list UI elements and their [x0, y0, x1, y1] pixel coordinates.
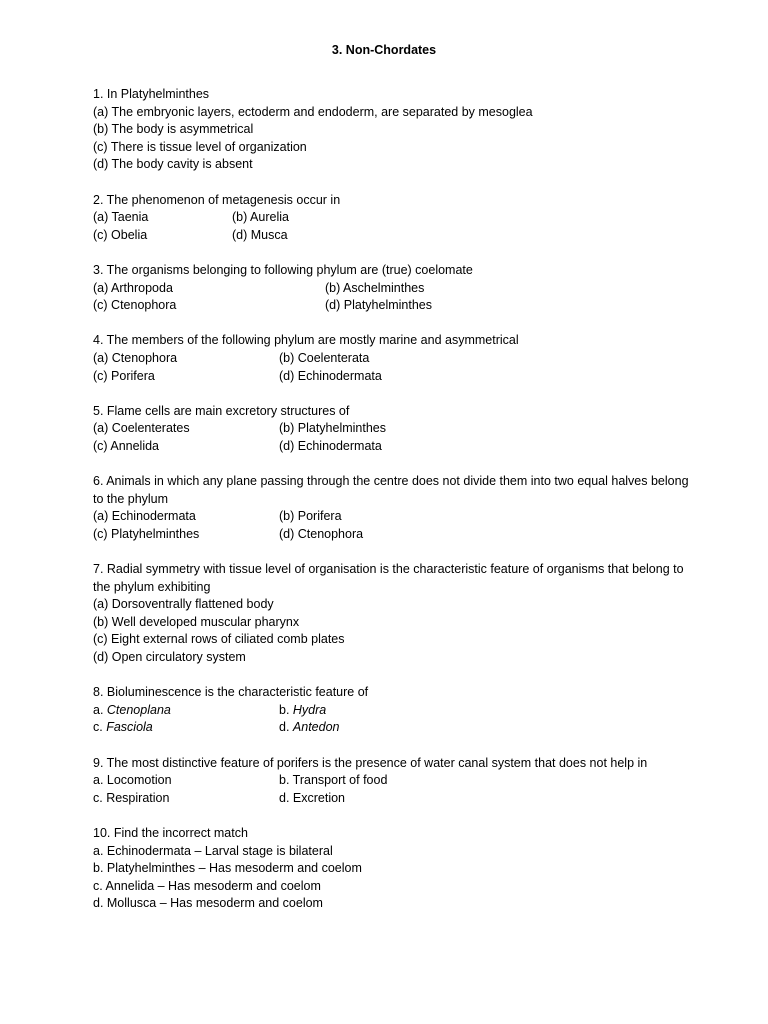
question-10: [93, 825, 693, 913]
question-5-option-c: (c) Annelida: [93, 438, 160, 453]
question-4-stem: 4. The members of the following phylum are mostly marine and asymmetrical: [93, 333, 519, 348]
question-4-option-c: (c) Porifera: [93, 368, 155, 383]
organism-name: Antedon: [292, 720, 340, 735]
question-8-option-a: [93, 702, 279, 720]
option-row: [93, 438, 693, 456]
option-prefix: b.: [279, 702, 293, 717]
option-prefix: a.: [93, 702, 107, 717]
question-3-option-d: (d) Platyhelminthes: [325, 298, 432, 313]
question-8-option-d: [279, 719, 339, 737]
option-row: [93, 227, 693, 245]
question-7-option-b: (b) Well developed muscular pharynx: [93, 614, 300, 629]
option-row: [93, 526, 693, 544]
question-6-option-a: (a) Echinodermata: [93, 509, 196, 524]
option-row: [93, 790, 693, 808]
question-10-option-c: c. Annelida – Has mesoderm and coelom: [93, 878, 321, 893]
option-row: [93, 280, 693, 298]
question-6-stem: 6. Animals in which any plane passing through the centre does not divide them into two equal halves belong to the phylum: [93, 474, 689, 506]
question-1: [93, 86, 693, 174]
question-8-stem: 8. Bioluminescence is the characteristic feature of: [93, 685, 369, 700]
question-6: [93, 473, 693, 543]
question-2-stem: 2. The phenomenon of metagenesis occur in: [93, 192, 341, 207]
question-2: [93, 192, 693, 245]
option-row: [93, 772, 693, 790]
question-10-stem: 10. Find the incorrect match: [93, 825, 248, 840]
question-7-option-c: (c) Eight external rows of ciliated comb plates: [93, 632, 345, 647]
question-8-option-c: [93, 719, 279, 737]
question-list: [93, 86, 693, 931]
option-prefix: c.: [93, 720, 107, 735]
option-row: [93, 350, 693, 368]
option-row: [93, 209, 693, 227]
question-2-option-c: (c) Obelia: [93, 227, 148, 242]
question-9-stem: 9. The most distinctive feature of porifers is the presence of water canal system that does not help in: [93, 755, 648, 770]
question-1-option-c: (c) There is tissue level of organization: [93, 139, 307, 154]
question-9-option-b: b. Transport of food: [279, 773, 388, 788]
option-prefix: d.: [279, 720, 293, 735]
question-3: [93, 262, 693, 315]
question-5: [93, 403, 693, 456]
question-5-option-a: (a) Coelenterates: [93, 421, 190, 436]
option-row: [93, 368, 693, 386]
question-5-option-b: (b) Platyhelminthes: [279, 421, 386, 436]
question-10-option-a: a. Echinodermata – Larval stage is bilateral: [93, 843, 333, 858]
question-7-stem: 7. Radial symmetry with tissue level of organisation is the characteristic feature of organisms that belong to the phylum exhibiting: [93, 562, 684, 594]
option-row: [93, 508, 693, 526]
organism-name: Hydra: [292, 702, 327, 717]
question-3-option-c: (c) Ctenophora: [93, 298, 177, 313]
question-7-option-a: (a) Dorsoventrally flattened body: [93, 597, 274, 612]
question-3-stem: 3. The organisms belonging to following phylum are (true) coelomate: [93, 262, 473, 277]
question-10-option-d: d. Mollusca – Has mesoderm and coelom: [93, 896, 323, 911]
option-row: [93, 297, 693, 315]
question-10-option-b: b. Platyhelminthes – Has mesoderm and coelom: [93, 861, 362, 876]
question-7: [93, 561, 693, 667]
question-5-stem: 5. Flame cells are main excretory structures of: [93, 403, 350, 418]
organism-name: Fasciola: [106, 720, 153, 735]
question-9-option-a: a. Locomotion: [93, 773, 172, 788]
question-9-option-d: d. Excretion: [279, 790, 346, 805]
page-title: 3. Non-Chordates: [331, 43, 437, 57]
question-3-option-a: (a) Arthropoda: [93, 280, 173, 295]
question-9-option-c: c. Respiration: [93, 790, 170, 805]
question-1-stem: 1. In Platyhelminthes: [93, 87, 210, 101]
option-row: [93, 702, 693, 720]
question-6-option-b: (b) Porifera: [279, 509, 342, 524]
question-7-option-d: (d) Open circulatory system: [93, 650, 246, 664]
question-8-option-b: [279, 702, 326, 720]
option-row: [93, 719, 693, 737]
question-9: [93, 755, 693, 808]
organism-name: Ctenoplana: [106, 702, 171, 717]
question-4-option-b: (b) Coelenterata: [279, 350, 370, 365]
question-1-option-a: (a) The embryonic layers, ectoderm and endoderm, are separated by mesoglea: [93, 104, 533, 119]
option-row: [93, 420, 693, 438]
question-1-option-d: (d) The body cavity is absent: [93, 157, 253, 172]
question-1-option-b: (b) The body is asymmetrical: [93, 122, 254, 137]
question-4: [93, 332, 693, 385]
question-8: [93, 684, 693, 737]
question-4-option-a: (a) Ctenophora: [93, 350, 178, 365]
question-6-option-c: (c) Platyhelminthes: [93, 526, 200, 541]
question-2-option-a: (a) Taenia: [93, 210, 149, 225]
question-5-option-d: (d) Echinodermata: [279, 438, 382, 453]
question-2-option-b: (b) Aurelia: [232, 210, 289, 225]
question-6-option-d: (d) Ctenophora: [279, 526, 364, 541]
question-3-option-b: (b) Aschelminthes: [325, 280, 425, 295]
question-4-option-d: (d) Echinodermata: [279, 368, 382, 383]
question-2-option-d: (d) Musca: [232, 227, 288, 242]
